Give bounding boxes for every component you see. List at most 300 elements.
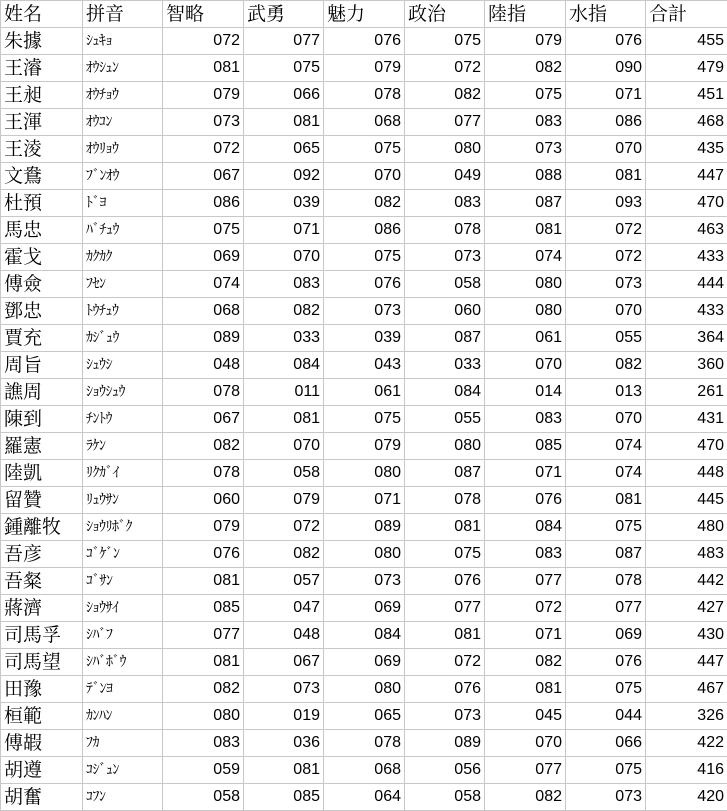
cell-valor[interactable]: 081 [244, 757, 324, 784]
cell-politics[interactable]: 072 [405, 649, 485, 676]
cell-intelligence[interactable]: 081 [163, 568, 244, 595]
cell-name[interactable]: 陳到 [1, 406, 83, 433]
cell-intelligence[interactable]: 078 [163, 379, 244, 406]
cell-land-command[interactable]: 082 [485, 55, 566, 82]
table-row [1, 298, 727, 325]
cell-valor[interactable]: 072 [244, 514, 324, 541]
cell-total[interactable]: 455 [646, 28, 727, 55]
cell-charisma[interactable]: 080 [324, 676, 405, 703]
cell-valor[interactable]: 081 [244, 406, 324, 433]
cell-intelligence[interactable]: 086 [163, 190, 244, 217]
cell-politics[interactable]: 075 [405, 28, 485, 55]
cell-politics[interactable]: 087 [405, 460, 485, 487]
cell-charisma[interactable]: 089 [324, 514, 405, 541]
cell-reading[interactable]: ｼﾊﾞﾌ [83, 622, 163, 649]
cell-valor[interactable]: 066 [244, 82, 324, 109]
cell-politics[interactable]: 076 [405, 568, 485, 595]
cell-total[interactable]: 467 [646, 676, 727, 703]
cell-charisma[interactable]: 075 [324, 406, 405, 433]
cell-naval-command[interactable]: 069 [566, 622, 646, 649]
cell-reading[interactable]: ｵｳｼｭﾝ [83, 55, 163, 82]
cell-charisma[interactable]: 080 [324, 541, 405, 568]
cell-name[interactable]: 賈充 [1, 325, 83, 352]
cell-naval-command[interactable]: 075 [566, 676, 646, 703]
cell-reading[interactable]: ｼｭｳｼ [83, 352, 163, 379]
cell-politics[interactable]: 033 [405, 352, 485, 379]
cell-name[interactable]: 王渾 [1, 109, 83, 136]
cell-politics[interactable]: 077 [405, 109, 485, 136]
cell-name[interactable]: 王濬 [1, 55, 83, 82]
cell-politics[interactable]: 073 [405, 703, 485, 730]
cell-total[interactable]: 427 [646, 595, 727, 622]
cell-land-command[interactable]: 061 [485, 325, 566, 352]
cell-politics[interactable]: 083 [405, 190, 485, 217]
cell-land-command[interactable]: 077 [485, 568, 566, 595]
cell-politics[interactable]: 056 [405, 757, 485, 784]
cell-reading[interactable]: ｶｼﾞｭｳ [83, 325, 163, 352]
cell-valor[interactable]: 073 [244, 676, 324, 703]
cell-politics[interactable]: 049 [405, 163, 485, 190]
header-charisma[interactable]: 魅力 [324, 1, 405, 28]
cell-land-command[interactable]: 088 [485, 163, 566, 190]
cell-total[interactable]: 463 [646, 217, 727, 244]
cell-naval-command[interactable]: 070 [566, 298, 646, 325]
cell-naval-command[interactable]: 077 [566, 595, 646, 622]
cell-name[interactable]: 霍戈 [1, 244, 83, 271]
cell-reading[interactable]: ｶｸｶｸ [83, 244, 163, 271]
cell-valor[interactable]: 070 [244, 433, 324, 460]
cell-name[interactable]: 羅憲 [1, 433, 83, 460]
cell-naval-command[interactable]: 081 [566, 163, 646, 190]
cell-name[interactable]: 文鴦 [1, 163, 83, 190]
cell-land-command[interactable]: 071 [485, 460, 566, 487]
cell-total[interactable]: 470 [646, 190, 727, 217]
table-row [1, 784, 727, 811]
cell-intelligence[interactable]: 069 [163, 244, 244, 271]
table-row [1, 163, 727, 190]
cell-charisma[interactable]: 082 [324, 190, 405, 217]
cell-intelligence[interactable]: 076 [163, 541, 244, 568]
cell-intelligence[interactable]: 082 [163, 433, 244, 460]
table-row [1, 217, 727, 244]
cell-total[interactable]: 480 [646, 514, 727, 541]
cell-total[interactable]: 444 [646, 271, 727, 298]
cell-intelligence[interactable]: 074 [163, 271, 244, 298]
cell-naval-command[interactable]: 073 [566, 784, 646, 811]
cell-naval-command[interactable]: 082 [566, 352, 646, 379]
cell-total[interactable]: 442 [646, 568, 727, 595]
cell-name[interactable]: 胡遵 [1, 757, 83, 784]
cell-total[interactable]: 468 [646, 109, 727, 136]
cell-charisma[interactable]: 080 [324, 460, 405, 487]
cell-intelligence[interactable]: 082 [163, 676, 244, 703]
cell-reading[interactable]: ﾁﾝﾄｳ [83, 406, 163, 433]
cell-naval-command[interactable]: 070 [566, 406, 646, 433]
table-row [1, 703, 727, 730]
cell-valor[interactable]: 067 [244, 649, 324, 676]
cell-land-command[interactable]: 080 [485, 298, 566, 325]
cell-charisma[interactable]: 070 [324, 163, 405, 190]
header-row [1, 1, 727, 28]
cell-name[interactable]: 鄧忠 [1, 298, 83, 325]
cell-intelligence[interactable]: 072 [163, 136, 244, 163]
cell-total[interactable]: 431 [646, 406, 727, 433]
cell-reading[interactable]: ﾌｶ [83, 730, 163, 757]
table-row [1, 28, 727, 55]
cell-naval-command[interactable]: 076 [566, 649, 646, 676]
cell-valor[interactable]: 083 [244, 271, 324, 298]
cell-total[interactable]: 422 [646, 730, 727, 757]
cell-reading[interactable]: ｺﾌﾝ [83, 784, 163, 811]
table-row [1, 676, 727, 703]
cell-valor[interactable]: 081 [244, 109, 324, 136]
table-row [1, 190, 727, 217]
cell-politics[interactable]: 078 [405, 217, 485, 244]
cell-land-command[interactable]: 085 [485, 433, 566, 460]
cell-valor[interactable]: 039 [244, 190, 324, 217]
cell-total[interactable]: 416 [646, 757, 727, 784]
cell-land-command[interactable]: 074 [485, 244, 566, 271]
cell-valor[interactable]: 084 [244, 352, 324, 379]
table-row [1, 757, 727, 784]
cell-valor[interactable]: 047 [244, 595, 324, 622]
header-reading[interactable]: 拼音 [83, 1, 163, 28]
cell-total[interactable]: 261 [646, 379, 727, 406]
cell-intelligence[interactable]: 085 [163, 595, 244, 622]
table-row [1, 514, 727, 541]
cell-naval-command[interactable]: 090 [566, 55, 646, 82]
cell-charisma[interactable]: 061 [324, 379, 405, 406]
cell-land-command[interactable]: 073 [485, 136, 566, 163]
cell-naval-command[interactable]: 055 [566, 325, 646, 352]
cell-reading[interactable]: ｺｼﾞｭﾝ [83, 757, 163, 784]
cell-total[interactable]: 364 [646, 325, 727, 352]
cell-land-command[interactable]: 045 [485, 703, 566, 730]
cell-naval-command[interactable]: 081 [566, 487, 646, 514]
cell-valor[interactable]: 071 [244, 217, 324, 244]
cell-naval-command[interactable]: 075 [566, 757, 646, 784]
cell-naval-command[interactable]: 093 [566, 190, 646, 217]
cell-valor[interactable]: 085 [244, 784, 324, 811]
cell-politics[interactable]: 084 [405, 379, 485, 406]
cell-valor[interactable]: 092 [244, 163, 324, 190]
cell-intelligence[interactable]: 077 [163, 622, 244, 649]
table-row [1, 244, 727, 271]
cell-total[interactable]: 447 [646, 163, 727, 190]
cell-politics[interactable]: 087 [405, 325, 485, 352]
cell-politics[interactable]: 077 [405, 595, 485, 622]
cell-total[interactable]: 326 [646, 703, 727, 730]
cell-politics[interactable]: 082 [405, 82, 485, 109]
header-land-command[interactable]: 陸指 [485, 1, 566, 28]
cell-charisma[interactable]: 073 [324, 298, 405, 325]
cell-naval-command[interactable]: 086 [566, 109, 646, 136]
cell-politics[interactable]: 055 [405, 406, 485, 433]
cell-charisma[interactable]: 043 [324, 352, 405, 379]
cell-intelligence[interactable]: 048 [163, 352, 244, 379]
cell-naval-command[interactable]: 072 [566, 217, 646, 244]
cell-charisma[interactable]: 079 [324, 55, 405, 82]
cell-name[interactable]: 朱據 [1, 28, 83, 55]
cell-charisma[interactable]: 039 [324, 325, 405, 352]
cell-naval-command[interactable]: 076 [566, 28, 646, 55]
cell-naval-command[interactable]: 074 [566, 433, 646, 460]
cell-charisma[interactable]: 069 [324, 649, 405, 676]
table-row [1, 487, 727, 514]
cell-name[interactable]: 王淩 [1, 136, 83, 163]
cell-charisma[interactable]: 073 [324, 568, 405, 595]
cell-intelligence[interactable]: 080 [163, 703, 244, 730]
header-naval-command[interactable]: 水指 [566, 1, 646, 28]
cell-name[interactable]: 杜預 [1, 190, 83, 217]
cell-name[interactable]: 鍾離牧 [1, 514, 83, 541]
table-row [1, 325, 727, 352]
cell-name[interactable]: 陸凱 [1, 460, 83, 487]
cell-valor[interactable]: 057 [244, 568, 324, 595]
cell-total[interactable]: 445 [646, 487, 727, 514]
cell-charisma[interactable]: 075 [324, 136, 405, 163]
table-row [1, 109, 727, 136]
cell-total[interactable]: 435 [646, 136, 727, 163]
cell-land-command[interactable]: 083 [485, 541, 566, 568]
cell-charisma[interactable]: 075 [324, 244, 405, 271]
cell-name[interactable]: 吾彦 [1, 541, 83, 568]
cell-total[interactable]: 483 [646, 541, 727, 568]
cell-intelligence[interactable]: 079 [163, 82, 244, 109]
cell-charisma[interactable]: 079 [324, 433, 405, 460]
cell-valor[interactable]: 079 [244, 487, 324, 514]
cell-reading[interactable]: ｼｮｳﾘﾎﾞｸ [83, 514, 163, 541]
cell-valor[interactable]: 075 [244, 55, 324, 82]
cell-land-command[interactable]: 082 [485, 784, 566, 811]
cell-land-command[interactable]: 072 [485, 595, 566, 622]
cell-charisma[interactable]: 076 [324, 271, 405, 298]
table-row [1, 595, 727, 622]
cell-name[interactable]: 吾粲 [1, 568, 83, 595]
cell-charisma[interactable]: 065 [324, 703, 405, 730]
table-body [1, 28, 727, 811]
cell-charisma[interactable]: 086 [324, 217, 405, 244]
cell-name[interactable]: 譙周 [1, 379, 83, 406]
cell-naval-command[interactable]: 066 [566, 730, 646, 757]
cell-intelligence[interactable]: 078 [163, 460, 244, 487]
cell-reading[interactable]: ｺﾞｻﾝ [83, 568, 163, 595]
cell-intelligence[interactable]: 060 [163, 487, 244, 514]
header-valor[interactable]: 武勇 [244, 1, 324, 28]
table-row [1, 82, 727, 109]
cell-land-command[interactable]: 082 [485, 649, 566, 676]
cell-politics[interactable]: 073 [405, 244, 485, 271]
cell-charisma[interactable]: 078 [324, 82, 405, 109]
cell-politics[interactable]: 080 [405, 136, 485, 163]
cell-naval-command[interactable]: 072 [566, 244, 646, 271]
cell-reading[interactable]: ﾌｾﾝ [83, 271, 163, 298]
cell-land-command[interactable]: 070 [485, 352, 566, 379]
cell-name[interactable]: 桓範 [1, 703, 83, 730]
cell-valor[interactable]: 048 [244, 622, 324, 649]
cell-politics[interactable]: 081 [405, 514, 485, 541]
header-total[interactable]: 合計 [646, 1, 727, 28]
cell-valor[interactable]: 070 [244, 244, 324, 271]
cell-name[interactable]: 田豫 [1, 676, 83, 703]
cell-name[interactable]: 蔣濟 [1, 595, 83, 622]
cell-land-command[interactable]: 087 [485, 190, 566, 217]
cell-total[interactable]: 433 [646, 244, 727, 271]
cell-reading[interactable]: ｼｮｳｻｲ [83, 595, 163, 622]
cell-valor[interactable]: 058 [244, 460, 324, 487]
cell-intelligence[interactable]: 072 [163, 28, 244, 55]
cell-land-command[interactable]: 081 [485, 217, 566, 244]
header-politics[interactable]: 政治 [405, 1, 485, 28]
table-row [1, 622, 727, 649]
cell-intelligence[interactable]: 079 [163, 514, 244, 541]
cell-intelligence[interactable]: 081 [163, 649, 244, 676]
cell-reading[interactable]: ﾊﾞﾁｭｳ [83, 217, 163, 244]
table-row [1, 541, 727, 568]
table-row [1, 136, 727, 163]
cell-politics[interactable]: 081 [405, 622, 485, 649]
cell-charisma[interactable]: 076 [324, 28, 405, 55]
cell-reading[interactable]: ﾄﾞﾖ [83, 190, 163, 217]
cell-intelligence[interactable]: 083 [163, 730, 244, 757]
cell-land-command[interactable]: 077 [485, 757, 566, 784]
cell-valor[interactable]: 082 [244, 298, 324, 325]
table-row [1, 271, 727, 298]
cell-reading[interactable]: ﾘｭｳｻﾝ [83, 487, 163, 514]
table-row [1, 55, 727, 82]
cell-naval-command[interactable]: 074 [566, 460, 646, 487]
cell-reading[interactable]: ﾄｳﾁｭｳ [83, 298, 163, 325]
cell-naval-command[interactable]: 078 [566, 568, 646, 595]
header-name[interactable]: 姓名 [1, 1, 83, 28]
cell-reading[interactable]: ｵｳｺﾝ [83, 109, 163, 136]
cell-total[interactable]: 451 [646, 82, 727, 109]
cell-politics[interactable]: 075 [405, 541, 485, 568]
cell-reading[interactable]: ｼﾊﾞﾎﾞｳ [83, 649, 163, 676]
cell-land-command[interactable]: 070 [485, 730, 566, 757]
cell-charisma[interactable]: 064 [324, 784, 405, 811]
cell-land-command[interactable]: 080 [485, 271, 566, 298]
table-row [1, 649, 727, 676]
cell-politics[interactable]: 089 [405, 730, 485, 757]
table-row [1, 460, 727, 487]
header-intelligence[interactable]: 智略 [163, 1, 244, 28]
cell-total[interactable]: 420 [646, 784, 727, 811]
cell-politics[interactable]: 058 [405, 784, 485, 811]
cell-politics[interactable]: 076 [405, 676, 485, 703]
cell-name[interactable]: 司馬孚 [1, 622, 83, 649]
cell-politics[interactable]: 060 [405, 298, 485, 325]
cell-name[interactable]: 胡奮 [1, 784, 83, 811]
cell-naval-command[interactable]: 075 [566, 514, 646, 541]
cell-reading[interactable]: ｼｭｷｮ [83, 28, 163, 55]
cell-valor[interactable]: 033 [244, 325, 324, 352]
cell-naval-command[interactable]: 070 [566, 136, 646, 163]
cell-politics[interactable]: 058 [405, 271, 485, 298]
cell-reading[interactable]: ﾌﾞﾝｵｳ [83, 163, 163, 190]
cell-naval-command[interactable]: 071 [566, 82, 646, 109]
cell-valor[interactable]: 077 [244, 28, 324, 55]
cell-intelligence[interactable]: 089 [163, 325, 244, 352]
cell-charisma[interactable]: 084 [324, 622, 405, 649]
cell-politics[interactable]: 080 [405, 433, 485, 460]
cell-valor[interactable]: 082 [244, 541, 324, 568]
cell-land-command[interactable]: 014 [485, 379, 566, 406]
cell-name[interactable]: 留贊 [1, 487, 83, 514]
cell-naval-command[interactable]: 013 [566, 379, 646, 406]
cell-name[interactable]: 周旨 [1, 352, 83, 379]
cell-land-command[interactable]: 083 [485, 109, 566, 136]
cell-name[interactable]: 傅僉 [1, 271, 83, 298]
cell-charisma[interactable]: 069 [324, 595, 405, 622]
cell-valor[interactable]: 011 [244, 379, 324, 406]
cell-valor[interactable]: 065 [244, 136, 324, 163]
table-row [1, 730, 727, 757]
cell-name[interactable]: 王昶 [1, 82, 83, 109]
cell-reading[interactable]: ﾃﾞﾝﾖ [83, 676, 163, 703]
cell-land-command[interactable]: 075 [485, 82, 566, 109]
table-row [1, 379, 727, 406]
cell-reading[interactable]: ﾗｹﾝ [83, 433, 163, 460]
table-row [1, 352, 727, 379]
cell-intelligence[interactable]: 058 [163, 784, 244, 811]
cell-intelligence[interactable]: 081 [163, 55, 244, 82]
cell-reading[interactable]: ｶﾝﾊﾝ [83, 703, 163, 730]
cell-intelligence[interactable]: 059 [163, 757, 244, 784]
cell-intelligence[interactable]: 067 [163, 406, 244, 433]
cell-land-command[interactable]: 076 [485, 487, 566, 514]
cell-reading[interactable]: ｵｳﾁｮｳ [83, 82, 163, 109]
cell-total[interactable]: 447 [646, 649, 727, 676]
cell-land-command[interactable]: 083 [485, 406, 566, 433]
cell-reading[interactable]: ｵｳﾘｮｳ [83, 136, 163, 163]
cell-land-command[interactable]: 081 [485, 676, 566, 703]
cell-politics[interactable]: 072 [405, 55, 485, 82]
cell-charisma[interactable]: 078 [324, 730, 405, 757]
cell-valor[interactable]: 036 [244, 730, 324, 757]
cell-total[interactable]: 479 [646, 55, 727, 82]
cell-total[interactable]: 430 [646, 622, 727, 649]
cell-land-command[interactable]: 079 [485, 28, 566, 55]
cell-naval-command[interactable]: 073 [566, 271, 646, 298]
cell-charisma[interactable]: 071 [324, 487, 405, 514]
cell-name[interactable]: 傅嘏 [1, 730, 83, 757]
cell-naval-command[interactable]: 044 [566, 703, 646, 730]
cell-valor[interactable]: 019 [244, 703, 324, 730]
cell-name[interactable]: 司馬望 [1, 649, 83, 676]
cell-total[interactable]: 448 [646, 460, 727, 487]
cell-intelligence[interactable]: 068 [163, 298, 244, 325]
cell-total[interactable]: 470 [646, 433, 727, 460]
cell-politics[interactable]: 078 [405, 487, 485, 514]
cell-charisma[interactable]: 068 [324, 109, 405, 136]
table-row [1, 433, 727, 460]
cell-name[interactable]: 馬忠 [1, 217, 83, 244]
cell-intelligence[interactable]: 073 [163, 109, 244, 136]
cell-intelligence[interactable]: 067 [163, 163, 244, 190]
cell-land-command[interactable]: 084 [485, 514, 566, 541]
cell-naval-command[interactable]: 087 [566, 541, 646, 568]
cell-charisma[interactable]: 068 [324, 757, 405, 784]
cell-total[interactable]: 433 [646, 298, 727, 325]
cell-intelligence[interactable]: 075 [163, 217, 244, 244]
cell-reading[interactable]: ｺﾞｹﾞﾝ [83, 541, 163, 568]
cell-total[interactable]: 360 [646, 352, 727, 379]
cell-land-command[interactable]: 071 [485, 622, 566, 649]
cell-reading[interactable]: ﾘｸｶﾞｲ [83, 460, 163, 487]
table-row [1, 568, 727, 595]
cell-reading[interactable]: ｼｮｳｼｭｳ [83, 379, 163, 406]
